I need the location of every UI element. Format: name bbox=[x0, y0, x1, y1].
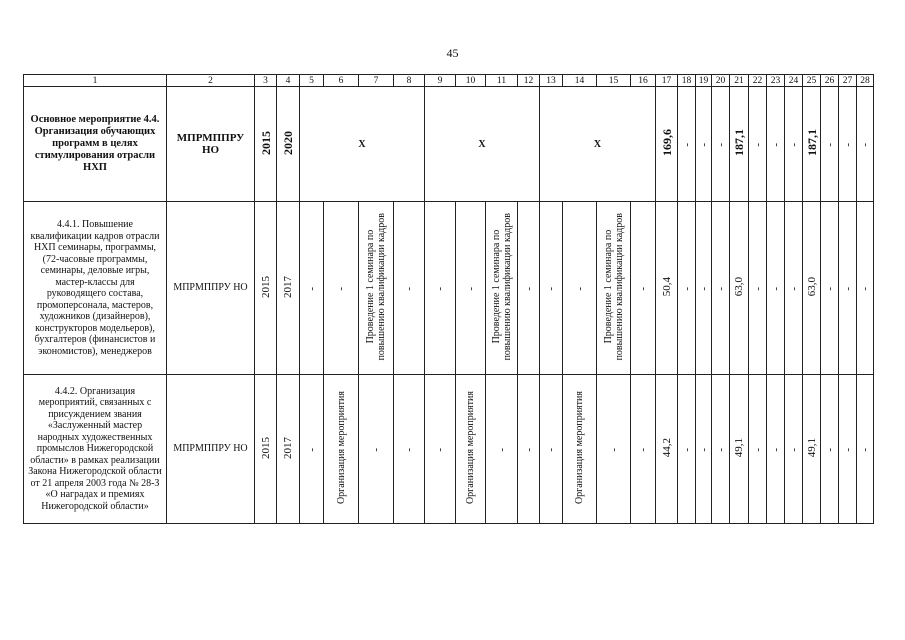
activity-cell bbox=[597, 202, 631, 375]
col-header: 10 bbox=[456, 75, 486, 87]
activity-line: Проведение 1 семинара по bbox=[365, 229, 376, 344]
dash-cell: - bbox=[696, 87, 712, 202]
activity-line: повышению квалификации кадров bbox=[613, 212, 625, 361]
x-mark: X bbox=[540, 87, 656, 202]
dash-cell: - bbox=[839, 87, 857, 202]
value-text: 63,0 bbox=[805, 276, 818, 297]
dash-cell: - bbox=[324, 202, 359, 375]
col-header: 2 bbox=[167, 75, 255, 87]
col-header: 24 bbox=[785, 75, 803, 87]
dash-cell: - bbox=[839, 202, 857, 375]
dash-cell: - bbox=[857, 87, 874, 202]
dash-cell: - bbox=[300, 375, 324, 524]
value-cell bbox=[730, 87, 749, 202]
col-header: 21 bbox=[730, 75, 749, 87]
dash-cell: - bbox=[540, 375, 563, 524]
activity-text: Организация мероприятия bbox=[465, 390, 476, 505]
col-header: 9 bbox=[425, 75, 456, 87]
table-row bbox=[24, 87, 874, 202]
value-text: 50,4 bbox=[660, 276, 673, 297]
col-header: 27 bbox=[839, 75, 857, 87]
col-header: 20 bbox=[712, 75, 730, 87]
value-text: 187,1 bbox=[804, 129, 819, 156]
row-start-year: 2015 bbox=[255, 375, 277, 524]
col-header: 12 bbox=[518, 75, 540, 87]
dash-cell: - bbox=[394, 375, 425, 524]
row-executor: МПРМППРУ НО bbox=[167, 202, 255, 375]
value-cell bbox=[730, 375, 749, 524]
value-text: 44,2 bbox=[660, 437, 673, 458]
dash-cell: - bbox=[678, 202, 696, 375]
col-header: 22 bbox=[749, 75, 767, 87]
dash-cell: - bbox=[785, 375, 803, 524]
value-text: 187,1 bbox=[732, 129, 746, 156]
dash-cell: - bbox=[821, 87, 839, 202]
x-mark: X bbox=[425, 87, 540, 202]
dash-cell: - bbox=[540, 202, 563, 375]
col-header: 4 bbox=[277, 75, 300, 87]
activity-text: Организация мероприятия bbox=[574, 390, 585, 505]
program-table bbox=[23, 74, 874, 524]
end-year-text: 2020 bbox=[281, 130, 295, 155]
dash-cell: - bbox=[678, 375, 696, 524]
row-description: Основное мероприятие 4.4. Организация обучающих программ в целях стимулирования отрасли НХП bbox=[24, 87, 167, 202]
dash-cell: - bbox=[631, 375, 656, 524]
dash-cell: - bbox=[749, 375, 767, 524]
value-text: 49,1 bbox=[805, 437, 818, 458]
dash-cell: - bbox=[767, 87, 785, 202]
dash-cell: - bbox=[696, 202, 712, 375]
dash-cell: - bbox=[749, 87, 767, 202]
value-text: 49,1 bbox=[733, 437, 745, 458]
row-start-year: 2015 bbox=[255, 202, 277, 375]
row-end-year bbox=[277, 87, 300, 202]
activity-cell bbox=[486, 202, 518, 375]
col-header: 3 bbox=[255, 75, 277, 87]
dash-cell: - bbox=[425, 202, 456, 375]
col-header: 28 bbox=[857, 75, 874, 87]
col-header: 15 bbox=[597, 75, 631, 87]
dash-cell: - bbox=[749, 202, 767, 375]
dash-cell: - bbox=[696, 375, 712, 524]
start-year-text: 2015 bbox=[258, 130, 273, 155]
dash-cell: - bbox=[821, 202, 839, 375]
dash-cell: - bbox=[785, 202, 803, 375]
table-row bbox=[24, 202, 874, 375]
value-cell bbox=[803, 87, 821, 202]
col-header: 11 bbox=[486, 75, 518, 87]
col-header: 13 bbox=[540, 75, 563, 87]
row-executor: МПРМППРУ НО bbox=[167, 87, 255, 202]
activity-line: Проведение 1 семинара по bbox=[490, 229, 502, 344]
col-header: 17 bbox=[656, 75, 678, 87]
dash-cell: - bbox=[631, 202, 656, 375]
row-end-year: 2017 bbox=[277, 375, 300, 524]
activity-cell bbox=[359, 202, 394, 375]
dash-cell: - bbox=[712, 375, 730, 524]
dash-cell: - bbox=[712, 87, 730, 202]
row-description: 4.4.1. Повышение квалификации кадров отрасли НХП семинары, программы, (72-часовые программы, семинары, деловые игры, мастер-классы для руководящего состава, промоперсонала, мастеров, художников (дизайнеров), конструкторов модельеров), бухгалтеров (финансистов и экономистов), менеджеров bbox=[24, 202, 167, 375]
dash-cell: - bbox=[394, 202, 425, 375]
col-header: 5 bbox=[300, 75, 324, 87]
value-cell bbox=[803, 375, 821, 524]
activity-line: повышению квалификации кадров bbox=[376, 212, 387, 361]
activity-cell bbox=[563, 375, 597, 524]
row-start-year bbox=[255, 87, 277, 202]
dash-cell: - bbox=[857, 375, 874, 524]
dash-cell: - bbox=[563, 202, 597, 375]
table-row bbox=[24, 375, 874, 524]
activity-cell bbox=[324, 375, 359, 524]
dash-cell: - bbox=[857, 202, 874, 375]
dash-cell: - bbox=[821, 375, 839, 524]
activity-cell bbox=[456, 375, 486, 524]
dash-cell: - bbox=[300, 202, 324, 375]
col-header: 14 bbox=[563, 75, 597, 87]
column-number-row bbox=[24, 75, 874, 87]
row-description: 4.4.2. Организация мероприятий, связанных с присуждением звания «Заслуженный мастер народных художественных промыслов Нижегородской области» в рамках реализации Закона Нижегородской области от 21 апреля 2003 года № 28-З «О наградах и премиях Нижегородской области» bbox=[24, 375, 167, 524]
dash-cell: - bbox=[359, 375, 394, 524]
col-header: 7 bbox=[359, 75, 394, 87]
col-header: 25 bbox=[803, 75, 821, 87]
row-end-year: 2017 bbox=[277, 202, 300, 375]
col-header: 6 bbox=[324, 75, 359, 87]
page-number: 45 bbox=[446, 46, 459, 60]
activity-text: Организация мероприятия bbox=[335, 390, 347, 505]
dash-cell: - bbox=[712, 202, 730, 375]
dash-cell: - bbox=[486, 375, 518, 524]
value-cell bbox=[656, 375, 678, 524]
col-header: 8 bbox=[394, 75, 425, 87]
dash-cell: - bbox=[425, 375, 456, 524]
dash-cell: - bbox=[785, 87, 803, 202]
value-text: 63,0 bbox=[733, 276, 745, 297]
dash-cell: - bbox=[597, 375, 631, 524]
activity-line: повышению квалификации кадров bbox=[501, 212, 513, 361]
col-header: 26 bbox=[821, 75, 839, 87]
dash-cell: - bbox=[518, 202, 540, 375]
value-cell bbox=[656, 87, 678, 202]
dash-cell: - bbox=[839, 375, 857, 524]
col-header: 16 bbox=[631, 75, 656, 87]
x-mark: X bbox=[300, 87, 425, 202]
dash-cell: - bbox=[767, 375, 785, 524]
col-header: 23 bbox=[767, 75, 785, 87]
col-header: 19 bbox=[696, 75, 712, 87]
dash-cell: - bbox=[678, 87, 696, 202]
dash-cell: - bbox=[456, 202, 486, 375]
row-executor: МПРМППРУ НО bbox=[167, 375, 255, 524]
dash-cell: - bbox=[518, 375, 540, 524]
value-text: 169,6 bbox=[659, 129, 674, 156]
value-cell bbox=[803, 202, 821, 375]
value-cell bbox=[730, 202, 749, 375]
activity-line: Проведение 1 семинара по bbox=[602, 229, 614, 344]
dash-cell: - bbox=[767, 202, 785, 375]
value-cell bbox=[656, 202, 678, 375]
col-header: 1 bbox=[24, 75, 167, 87]
col-header: 18 bbox=[678, 75, 696, 87]
